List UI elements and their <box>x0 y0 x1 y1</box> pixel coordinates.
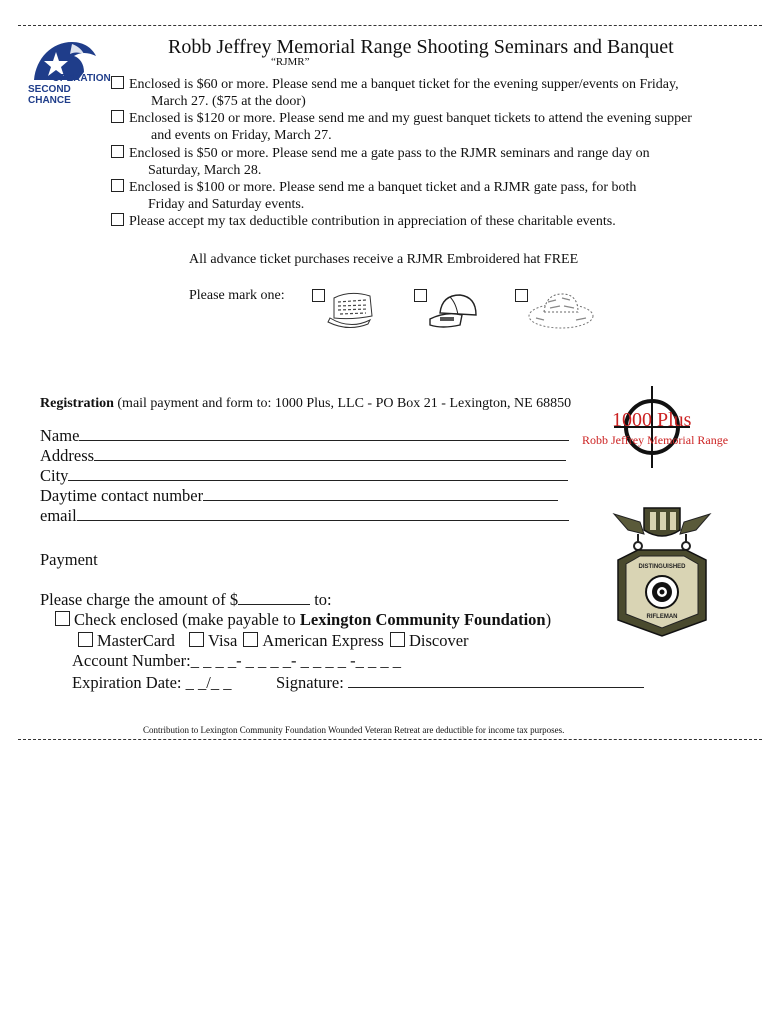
field-city[interactable] <box>40 466 568 486</box>
card-mastercard: MasterCard <box>97 631 175 650</box>
field-city-label: City <box>40 466 69 485</box>
option-5-line1: Please accept my tax deductible contribution in appreciation of these charitable events. <box>129 214 616 229</box>
discover-checkbox[interactable] <box>390 632 405 647</box>
registration-label: Registration <box>40 396 114 411</box>
option-3-line2: Saturday, March 28. <box>148 163 262 178</box>
field-email[interactable] <box>40 506 569 526</box>
card-amex: American Express <box>262 631 384 650</box>
registration-text: (mail payment and form to: 1000 Plus, LLC - PO Box 21 - Lexington, NE 68850 <box>113 396 572 411</box>
option-1 <box>111 76 679 110</box>
option-4-line2: Friday and Saturday events. <box>148 197 305 212</box>
footer-note: Contribution to Lexington Community Foundation Wounded Veteran Retreat are deductible for income tax purposes. <box>143 725 565 735</box>
signature-label: Signature: <box>276 673 348 692</box>
account-label: Account Number: <box>72 651 191 670</box>
field-email-label: email <box>40 506 77 525</box>
option-4-line1: Enclosed is $100 or more. Please send me a banquet ticket and a RJMR gate pass, for both <box>129 180 637 195</box>
logo-1000-plus: 1000 Plus <box>612 409 692 431</box>
option-5 <box>111 213 616 230</box>
option-2-checkbox[interactable] <box>111 110 124 123</box>
hat-note: All advance ticket purchases receive a RJMR Embroidered hat FREE <box>189 252 579 267</box>
top-cut-line <box>18 25 762 26</box>
option-2 <box>111 110 692 144</box>
option-2-line1: Enclosed is $120 or more. Please send me and my guest banquet tickets to attend the evening supper <box>129 111 692 126</box>
option-3-line1: Enclosed is $50 or more. Please send me a gate pass to the RJMR seminars and range day on <box>129 146 650 161</box>
check-enclosed-checkbox[interactable] <box>55 611 70 626</box>
card-line <box>78 631 469 651</box>
field-name[interactable] <box>40 426 569 446</box>
operation-second-chance-logo <box>26 38 111 106</box>
bottom-cut-line <box>18 739 762 740</box>
logo-line2: SECOND CHANCE <box>28 84 71 106</box>
page-subtitle: “RJMR” <box>271 56 310 68</box>
expiration-line <box>72 673 231 693</box>
card-visa: Visa <box>208 631 238 650</box>
expiration-label: Expiration Date: <box>72 673 186 692</box>
option-3 <box>111 145 650 179</box>
field-address-label: Address <box>40 446 95 465</box>
field-phone[interactable] <box>40 486 558 506</box>
field-address[interactable] <box>40 446 566 466</box>
mastercard-checkbox[interactable] <box>78 632 93 647</box>
charge-line <box>40 590 332 610</box>
check-prefix: Check enclosed (make payable to <box>74 610 300 629</box>
expiration-mask[interactable]: _ _/_ _ <box>185 673 232 692</box>
badge-bottom-text: RIFLEMAN <box>646 614 678 620</box>
camo-cap-icon <box>324 290 378 332</box>
mark-one-label: Please mark one: <box>189 288 285 303</box>
logo-range-name: Robb Jeffrey Memorial Range <box>582 433 729 447</box>
logo-line1: OPERATION <box>52 73 111 84</box>
badge-top-text: DISTINGUISHED <box>638 564 686 570</box>
field-phone-label: Daytime contact number <box>40 486 204 505</box>
option-4-checkbox[interactable] <box>111 179 124 192</box>
amex-checkbox[interactable] <box>243 632 258 647</box>
option-3-checkbox[interactable] <box>111 145 124 158</box>
account-line[interactable] <box>72 651 401 671</box>
option-2-line2: and events on Friday, March 27. <box>151 128 332 143</box>
registration-line <box>40 395 571 412</box>
charge-suffix: to: <box>310 590 332 609</box>
boonie-hat-icon <box>526 286 596 334</box>
charge-amount-field[interactable] <box>238 590 310 605</box>
check-payee: Lexington Community Foundation <box>299 610 546 629</box>
page-title: Robb Jeffrey Memorial Range Shooting Seminars and Banquet <box>168 36 674 58</box>
check-line <box>55 610 551 630</box>
option-1-checkbox[interactable] <box>111 76 124 89</box>
card-discover: Discover <box>408 631 469 650</box>
visa-checkbox[interactable] <box>189 632 204 647</box>
option-1-line1: Enclosed is $60 or more. Please send me a banquet ticket for the evening supper/events on Friday, <box>129 77 679 92</box>
distinguished-rifleman-badge <box>610 504 714 638</box>
signature-line[interactable] <box>276 673 644 693</box>
field-name-label: Name <box>40 426 80 445</box>
account-mask: _ _ _ _- _ _ _ _- _ _ _ _ -_ _ _ _ <box>190 651 402 670</box>
option-5-checkbox[interactable] <box>111 213 124 226</box>
option-4 <box>111 179 636 213</box>
charge-prefix: Please charge the amount of $ <box>40 590 239 609</box>
option-1-line2: March 27. ($75 at the door) <box>151 94 306 109</box>
payment-heading: Payment <box>40 550 98 569</box>
baseball-cap-icon <box>426 289 482 333</box>
check-suffix: ) <box>545 610 552 629</box>
